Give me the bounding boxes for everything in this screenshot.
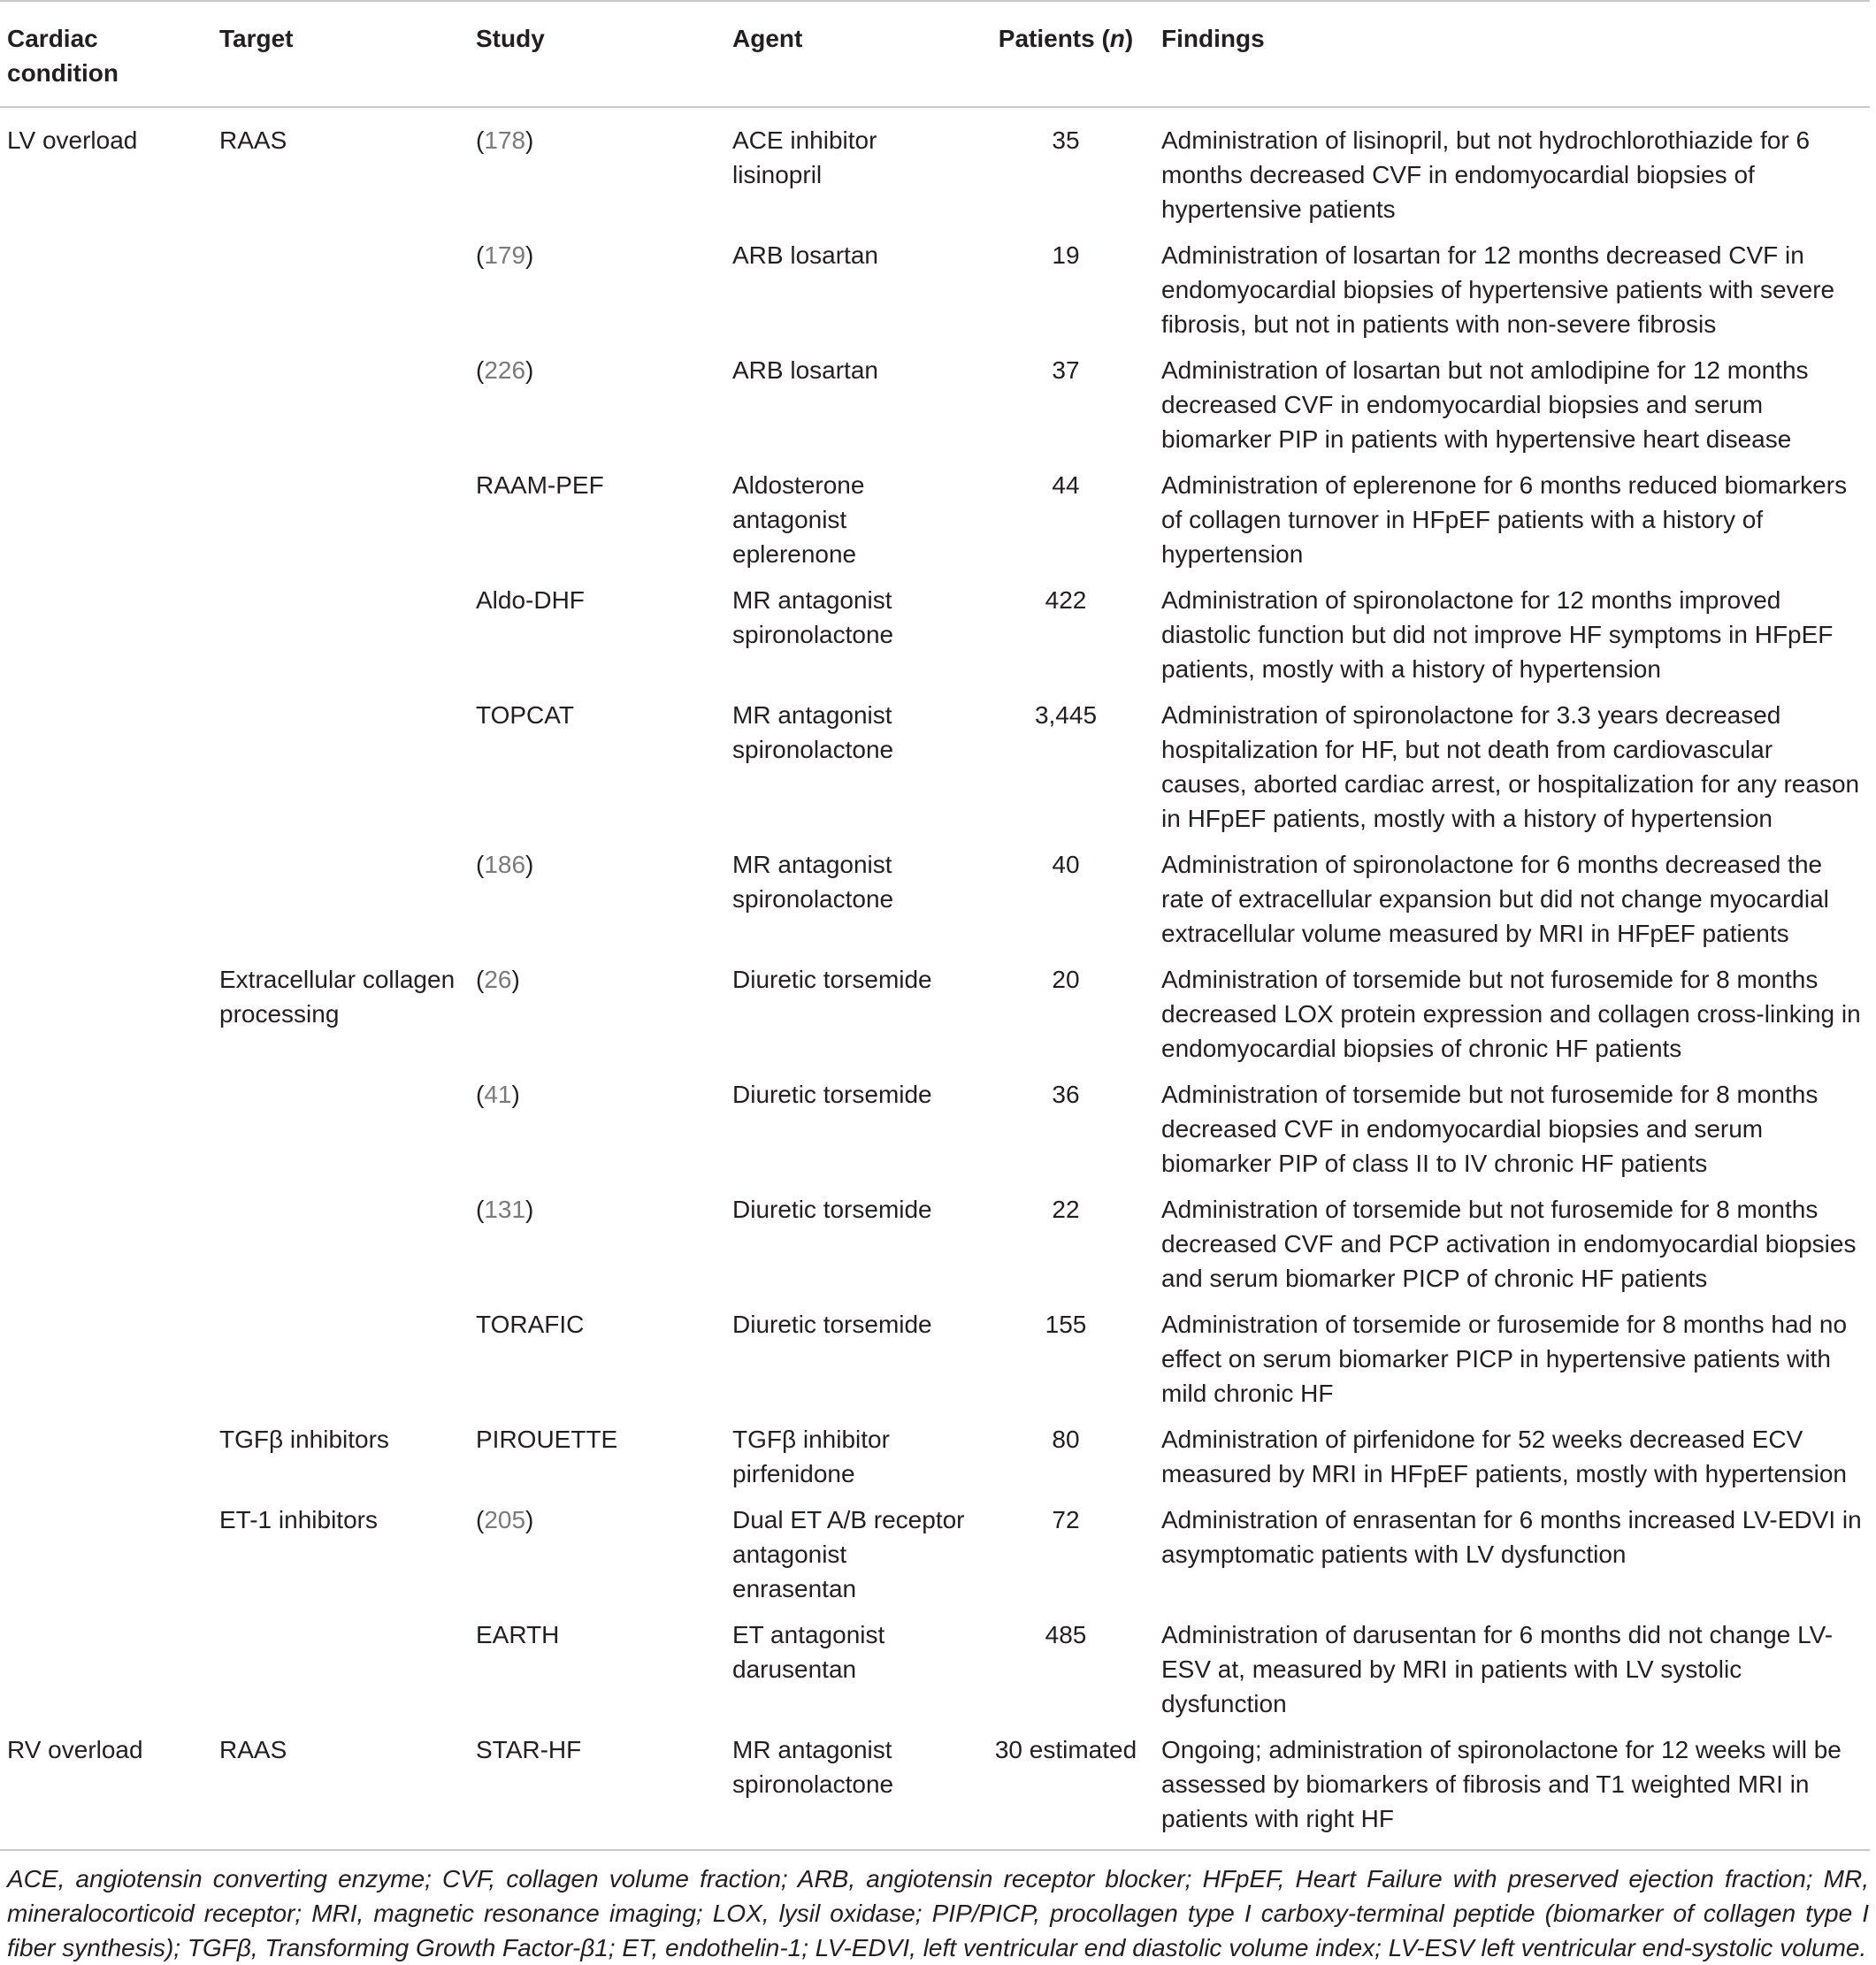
cell-cardiac-condition: [0, 951, 212, 1066]
ref-close-paren: ): [525, 126, 534, 154]
table-row: [0, 1181, 1870, 1296]
cell-agent: ACE inhibitor lisinopril: [732, 126, 877, 188]
ref-close-paren: ): [525, 1196, 534, 1223]
cell-findings: Administration of losartan but not amlodipine for 12 months decreased CVF in endomyocardial biopsies and serum biomarker PIP in patients with hypertensive heart disease: [1161, 356, 1809, 453]
cell-findings: Administration of torsemide or furosemide for 8 months had no effect on serum biomarker PICP in hypertensive patients with mild chronic HF: [1161, 1311, 1848, 1407]
cell-patients: 422: [1045, 586, 1087, 614]
cell-cardiac-condition: [0, 226, 212, 341]
cell-patients: 155: [1045, 1311, 1087, 1338]
cell-patients: 72: [1052, 1506, 1080, 1533]
header-agent: Agent: [732, 25, 803, 52]
cell-target: RAAS: [219, 126, 287, 154]
study-reference-link[interactable]: 41: [484, 1081, 512, 1108]
cell-study: TOPCAT: [476, 701, 574, 729]
table-row: [0, 571, 1870, 686]
cell-target: [212, 686, 469, 836]
cell-target: [212, 341, 469, 456]
study-reference-link[interactable]: 179: [484, 241, 526, 269]
cell-findings: Administration of torsemide but not furosemide for 8 months decreased CVF in endomyocardial biopsies and serum biomarker PIP of class II to IV chronic HF patients: [1161, 1081, 1819, 1177]
table-row: [0, 107, 1870, 226]
cell-target: [212, 1606, 469, 1721]
table-row: [0, 1066, 1870, 1181]
ref-open-paren: (: [476, 851, 485, 878]
cell-study: STAR-HF: [476, 1736, 582, 1763]
header-cardiac-condition: Cardiac condition: [7, 25, 119, 87]
study-reference-link[interactable]: 26: [484, 966, 512, 993]
cell-study: Aldo-DHF: [476, 586, 585, 614]
cell-patients: 37: [1052, 356, 1080, 384]
cell-cardiac-condition: [0, 571, 212, 686]
cell-findings: Administration of spironolactone for 3.3 years decreased hospitalization for HF, but not death from cardiovascular causes, aborted cardiac arrest, or hospitalization for any reason in HFpEF patients, mostly with a history of hypertension: [1161, 701, 1860, 832]
cell-agent: MR antagonist spironolactone: [732, 1736, 894, 1798]
cell-study: [469, 1491, 725, 1606]
cell-agent: Diuretic torsemide: [732, 1311, 932, 1338]
study-reference-link[interactable]: 226: [484, 356, 526, 384]
cell-study: [469, 1066, 725, 1181]
study-reference-link[interactable]: 186: [484, 851, 526, 878]
cell-agent: TGFβ inhibitor pirfenidone: [732, 1426, 890, 1487]
ref-close-paren: ): [525, 241, 534, 269]
table-footnote: ACE, angiotensin converting enzyme; CVF, collagen volume fraction; ARB, angiotensin receptor blocker; HFpEF, Heart Failure with preserved ejection fraction; MR, mineralocorticoid receptor; MRI, magnetic resonance imaging; LOX, lysil oxidase; PIP/PICP, procollagen type I carboxy-terminal peptide (biomarker of collagen type I fiber synthesis); TGFβ, Transforming Growth Factor-β1; ET, endothelin-1; LV-EDVI, left ventricular end diastolic volume index; LV-ESV left ventricular end-systolic volume.: [7, 1865, 1869, 1961]
header-row: [0, 1, 1870, 107]
cell-study: [469, 341, 725, 456]
ref-open-paren: (: [476, 1081, 485, 1108]
cell-patients: 30 estimated: [994, 1736, 1137, 1763]
cell-target: [212, 1296, 469, 1411]
cell-agent: ARB losartan: [732, 356, 878, 384]
cell-patients: 485: [1045, 1621, 1087, 1648]
cell-findings: Ongoing; administration of spironolactone for 12 weeks will be assessed by biomarkers of fibrosis and T1 weighted MRI in patients with right HF: [1161, 1736, 1842, 1832]
table-row: [0, 836, 1870, 951]
study-reference-link[interactable]: 131: [484, 1196, 526, 1223]
cell-findings: Administration of enrasentan for 6 months increased LV-EDVI in asymptomatic patients with LV dysfunction: [1161, 1506, 1862, 1568]
cell-study: PIROUETTE: [476, 1426, 618, 1453]
header-target: Target: [219, 25, 294, 52]
table-row: [0, 1721, 1870, 1850]
cell-patients: 44: [1052, 471, 1080, 499]
cell-patients: 19: [1052, 241, 1080, 269]
cell-findings: Administration of spironolactone for 12 months improved diastolic function but did not improve HF symptoms in HFpEF patients, mostly with a history of hypertension: [1161, 586, 1834, 683]
table-row: [0, 951, 1870, 1066]
cell-study: [469, 107, 725, 226]
cell-cardiac-condition: [0, 1296, 212, 1411]
header-findings: Findings: [1161, 25, 1265, 52]
cell-findings: Administration of pirfenidone for 52 weeks decreased ECV measured by MRI in HFpEF patients, mostly with hypertension: [1161, 1426, 1847, 1487]
table-header: [0, 1, 1870, 107]
table-row: [0, 341, 1870, 456]
cell-patients: 36: [1052, 1081, 1080, 1108]
cell-cardiac-condition: [0, 1606, 212, 1721]
cell-cardiac-condition: [0, 1491, 212, 1606]
study-reference-link[interactable]: 178: [484, 126, 526, 154]
header-patients: [977, 1, 1154, 107]
cell-findings: Administration of eplerenone for 6 months reduced biomarkers of collagen turnover in HFpEF patients with a history of hypertension: [1161, 471, 1848, 568]
cell-patients: 40: [1052, 851, 1080, 878]
study-reference-link[interactable]: 205: [484, 1506, 526, 1533]
cell-cardiac-condition: [0, 456, 212, 571]
cell-cardiac-condition: [0, 1066, 212, 1181]
cell-target: [212, 571, 469, 686]
cell-study: TORAFIC: [476, 1311, 585, 1338]
ref-open-paren: (: [476, 1196, 485, 1223]
cell-target: [212, 836, 469, 951]
table-body: [0, 107, 1870, 1850]
cell-agent: ARB losartan: [732, 241, 878, 269]
cell-cardiac-condition: LV overload: [7, 126, 138, 154]
cell-findings: Administration of torsemide but not furosemide for 8 months decreased CVF and PCP activation in endomyocardial biopsies and serum biomarker PICP of chronic HF patients: [1161, 1196, 1857, 1292]
cell-target: RAAS: [219, 1736, 287, 1763]
ref-open-paren: (: [476, 1506, 485, 1533]
cell-study: [469, 836, 725, 951]
table-row: [0, 1411, 1870, 1491]
cell-agent: Diuretic torsemide: [732, 1081, 932, 1108]
ref-open-paren: (: [476, 356, 485, 384]
header-patients-n: n: [1109, 25, 1125, 52]
ref-open-paren: (: [476, 966, 485, 993]
cell-target: [212, 456, 469, 571]
cell-target: [212, 1181, 469, 1296]
cell-findings: Administration of darusentan for 6 months did not change LV-ESV at, measured by MRI in patients with LV systolic dysfunction: [1161, 1621, 1834, 1717]
ref-open-paren: (: [476, 241, 485, 269]
ref-close-paren: ): [511, 966, 520, 993]
cell-findings: Administration of lisinopril, but not hydrochlorothiazide for 6 months decreased CVF in endomyocardial biopsies of hypertensive patients: [1161, 126, 1811, 223]
cell-cardiac-condition: [0, 836, 212, 951]
table-row: [0, 1491, 1870, 1606]
ref-close-paren: ): [511, 1081, 520, 1108]
cell-agent: Aldosterone antagonist eplerenone: [732, 471, 865, 568]
cell-target: ET-1 inhibitors: [219, 1506, 378, 1533]
cell-cardiac-condition: [0, 1181, 212, 1296]
cell-findings: Administration of torsemide but not furosemide for 8 months decreased LOX protein expression and collagen cross-linking in endomyocardial biopsies of chronic HF patients: [1161, 966, 1861, 1062]
cell-patients: 3,445: [1034, 701, 1098, 729]
cell-study: [469, 1181, 725, 1296]
cell-agent: MR antagonist spironolactone: [732, 586, 894, 648]
cell-agent: Dual ET A/B receptor antagonist enrasentan: [732, 1506, 965, 1602]
cell-patients: 22: [1052, 1196, 1080, 1223]
ref-close-paren: ): [525, 851, 534, 878]
table-row: [0, 226, 1870, 341]
cell-agent: Diuretic torsemide: [732, 1196, 932, 1223]
cell-agent: MR antagonist spironolactone: [732, 701, 894, 763]
table-row: [0, 686, 1870, 836]
cell-findings: Administration of spironolactone for 6 months decreased the rate of extracellular expansion but did not change myocardial extracellular volume measured by MRI in HFpEF patients: [1161, 851, 1829, 947]
cell-patients: 80: [1052, 1426, 1080, 1453]
ref-close-paren: ): [525, 356, 534, 384]
cell-patients: 20: [1052, 966, 1080, 993]
cell-patients: 35: [1052, 126, 1080, 154]
cell-target: [212, 1066, 469, 1181]
cell-findings: Administration of losartan for 12 months decreased CVF in endomyocardial biopsies of hypertensive patients with severe fibrosis, but not in patients with non-severe fibrosis: [1161, 241, 1835, 338]
header-study: Study: [476, 25, 545, 52]
table-row: [0, 1606, 1870, 1721]
cell-cardiac-condition: [0, 1411, 212, 1491]
cell-agent: Diuretic torsemide: [732, 966, 932, 993]
cell-target: TGFβ inhibitors: [219, 1426, 389, 1453]
cell-agent: MR antagonist spironolactone: [732, 851, 894, 913]
cell-study: [469, 226, 725, 341]
cell-study: EARTH: [476, 1621, 560, 1648]
cell-target: Extracellular collagen processing: [219, 966, 456, 1028]
header-patients-prefix: Patients (: [998, 25, 1110, 52]
header-patients-suffix: ): [1124, 25, 1134, 52]
cell-target: [212, 226, 469, 341]
cell-cardiac-condition: [0, 686, 212, 836]
cell-study: [469, 951, 725, 1066]
table-row: [0, 456, 1870, 571]
ref-close-paren: ): [525, 1506, 534, 1533]
cell-agent: ET antagonist darusentan: [732, 1621, 885, 1683]
cell-cardiac-condition: [0, 341, 212, 456]
cell-cardiac-condition: RV overload: [7, 1736, 143, 1763]
table-row: [0, 1296, 1870, 1411]
cell-study: RAAM-PEF: [476, 471, 604, 499]
ref-open-paren: (: [476, 126, 485, 154]
